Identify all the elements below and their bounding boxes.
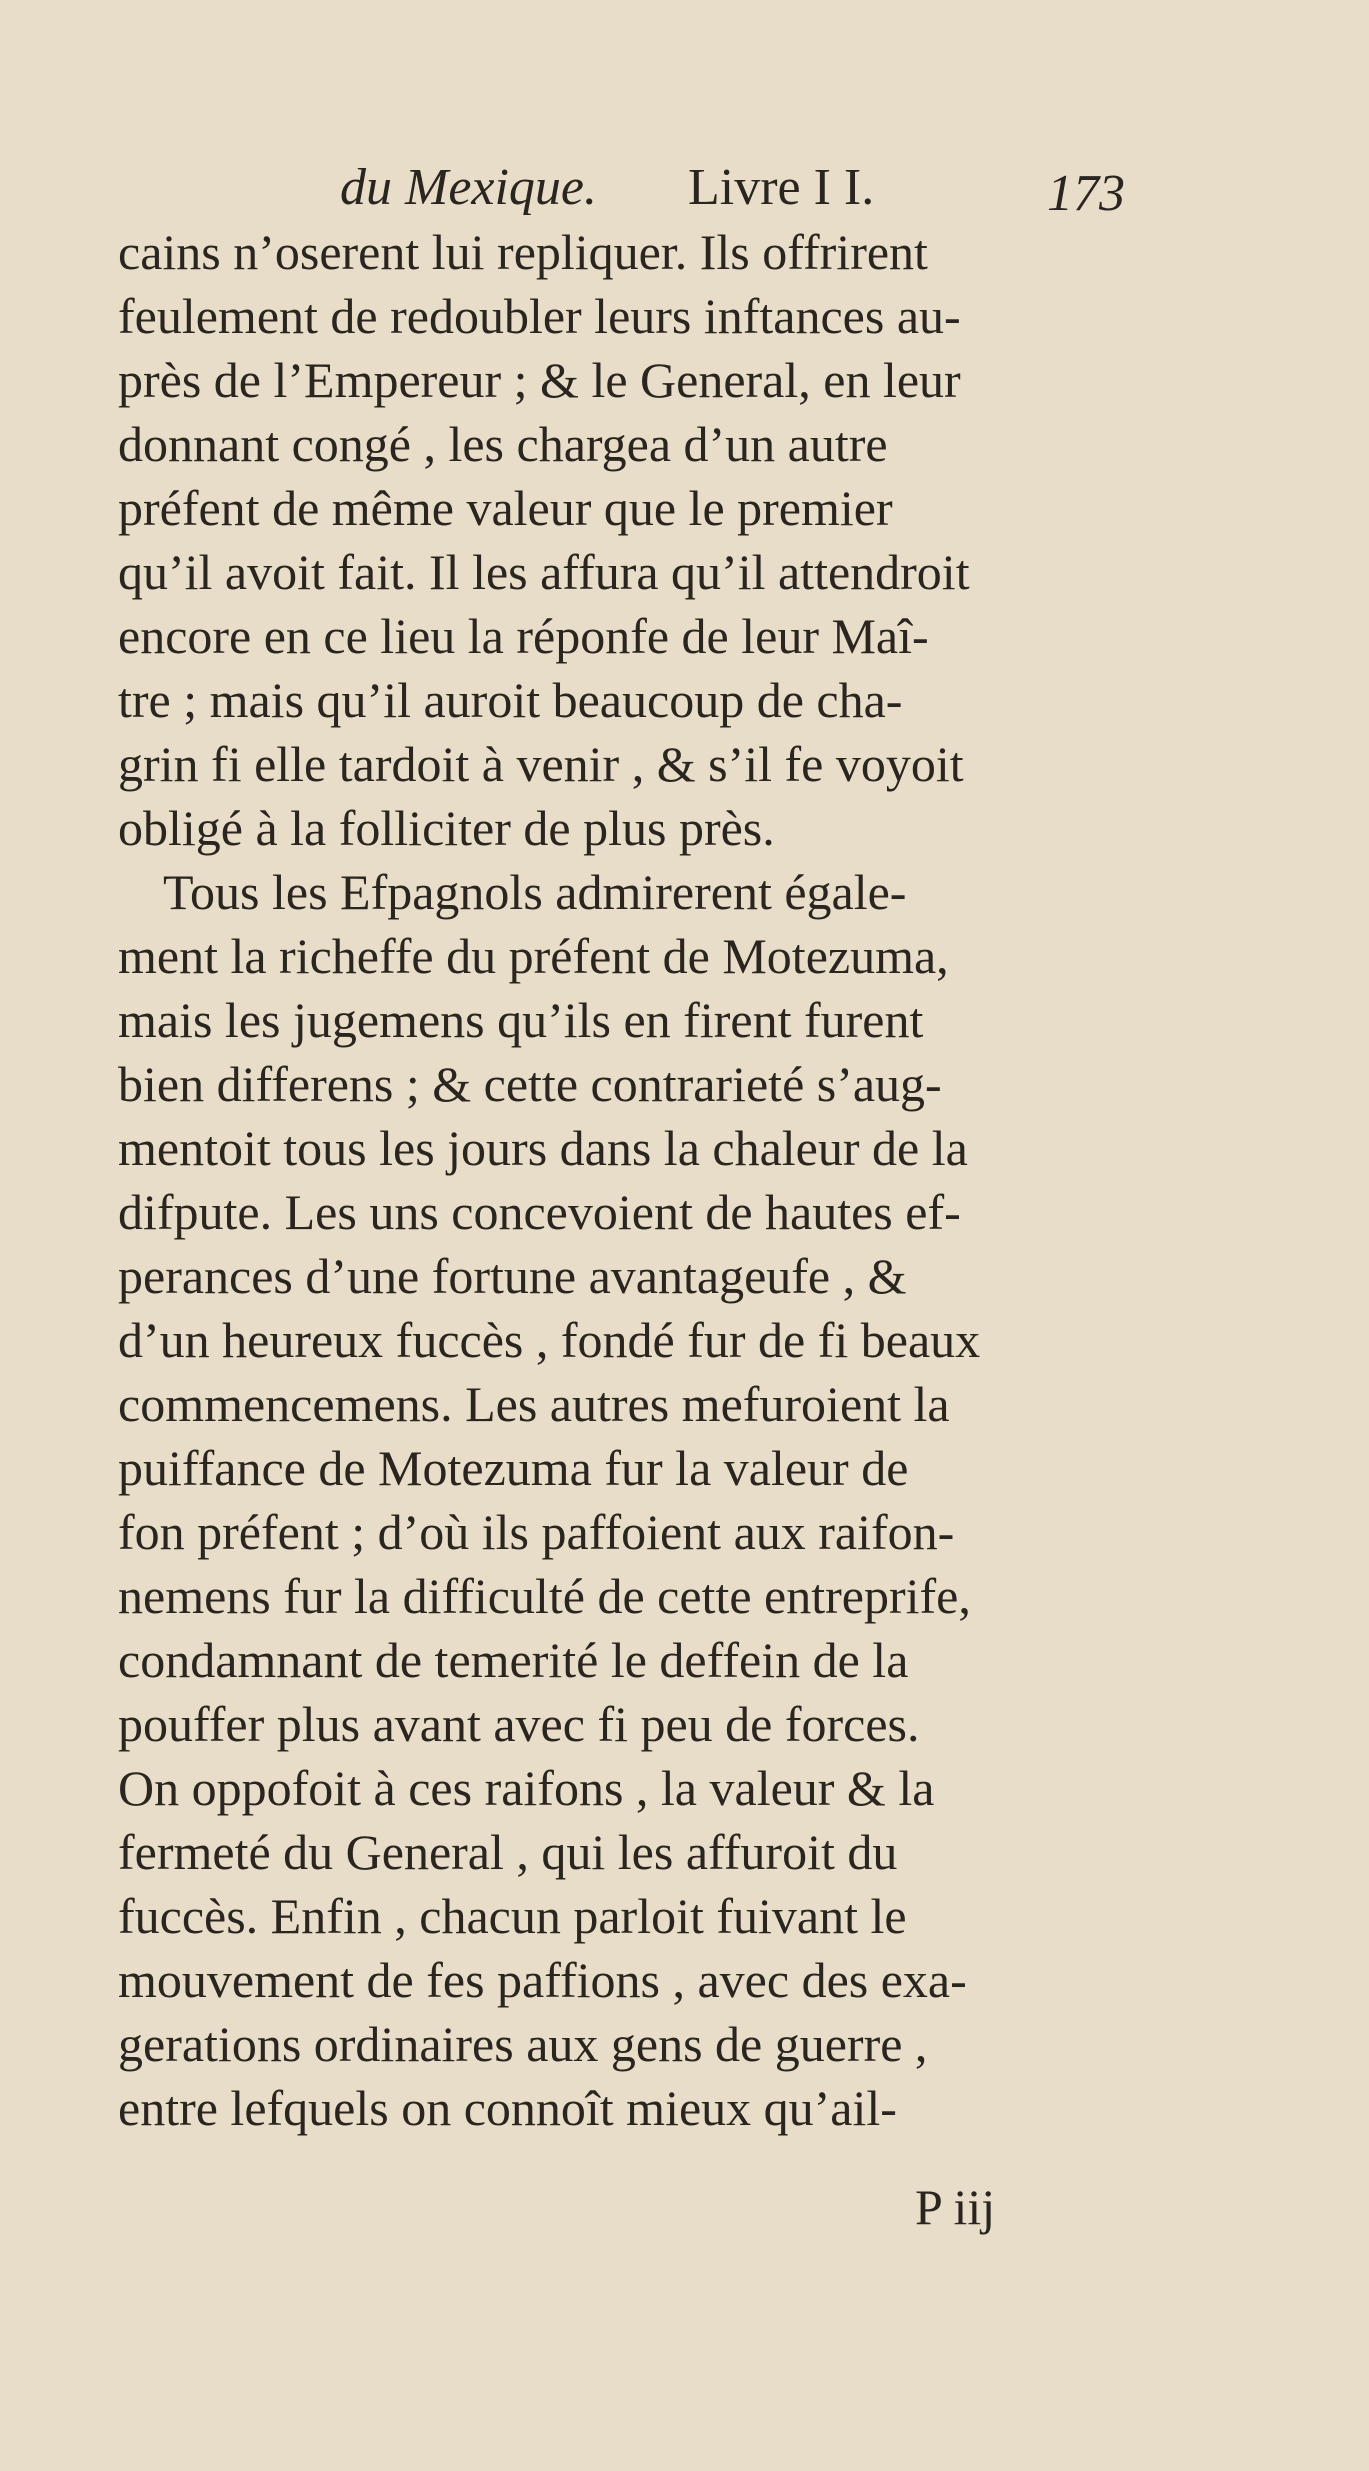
text-line: commencemens. Les autres mefuroient la — [118, 1376, 950, 1432]
text-line: fon préfent ; d’où ils paffoient aux raifon- — [118, 1504, 955, 1560]
text-line: entre lefquels on connoît mieux qu’ail- — [118, 2080, 897, 2136]
text-line: puiffance de Motezuma fur la valeur de — [118, 1440, 909, 1496]
text-line: feulement de redoubler leurs inftances au- — [118, 288, 961, 344]
text-line: donnant congé , les chargea d’un autre — [118, 416, 888, 472]
text-line: difpute. Les uns concevoient de hautes ef- — [118, 1184, 961, 1240]
text-line: perances d’une fortune avantageufe , & — [118, 1248, 907, 1304]
text-line: pouffer plus avant avec fi peu de forces. — [118, 1696, 920, 1752]
text-line: gerations ordinaires aux gens de guerre , — [118, 2016, 928, 2072]
text-line: obligé à la folliciter de plus près. — [118, 800, 775, 856]
text-line: Tous les Efpagnols admirerent égale- — [163, 864, 907, 920]
text-line: qu’il avoit fait. Il les affura qu’il attendroit — [118, 544, 970, 600]
book-label: Livre I I. — [688, 159, 875, 216]
text-line: encore en ce lieu la réponfe de leur Maî- — [118, 608, 929, 664]
text-line: condamnant de temerité le deffein de la — [118, 1632, 909, 1688]
text-line: mouvement de fes paffions , avec des exa- — [118, 1952, 967, 2008]
page-header — [0, 158, 1369, 228]
text-line: nemens fur la difficulté de cette entreprife, — [118, 1568, 971, 1624]
text-line: mais les jugemens qu’ils en firent furent — [118, 992, 924, 1048]
text-line: ment la richeffe du préfent de Motezuma, — [118, 928, 949, 984]
page-number: 173 — [1047, 165, 1125, 222]
text-line: bien differens ; & cette contrarieté s’aug- — [118, 1056, 942, 1112]
text-line: près de l’Empereur ; & le General, en leur — [118, 352, 961, 408]
running-head: du Mexique. — [340, 159, 598, 216]
text-line: préfent de même valeur que le premier — [118, 480, 893, 536]
text-line: fuccès. Enfin , chacun parloit fuivant le — [118, 1888, 907, 1944]
signature-mark: P iij — [915, 2179, 996, 2235]
text-line: mentoit tous les jours dans la chaleur de la — [118, 1120, 968, 1176]
text-line: tre ; mais qu’il auroit beaucoup de cha- — [118, 672, 903, 728]
body-text — [118, 220, 1178, 2140]
text-line: d’un heureux fuccès , fondé fur de fi beaux — [118, 1312, 981, 1368]
text-line: grin fi elle tardoit à venir , & s’il fe voyoit — [118, 736, 964, 792]
text-line: fermeté du General , qui les affuroit du — [118, 1824, 898, 1880]
text-line: cains n’oserent lui repliquer. Ils offrirent — [118, 224, 928, 280]
text-line: On oppofoit à ces raifons , la valeur & la — [118, 1760, 935, 1816]
